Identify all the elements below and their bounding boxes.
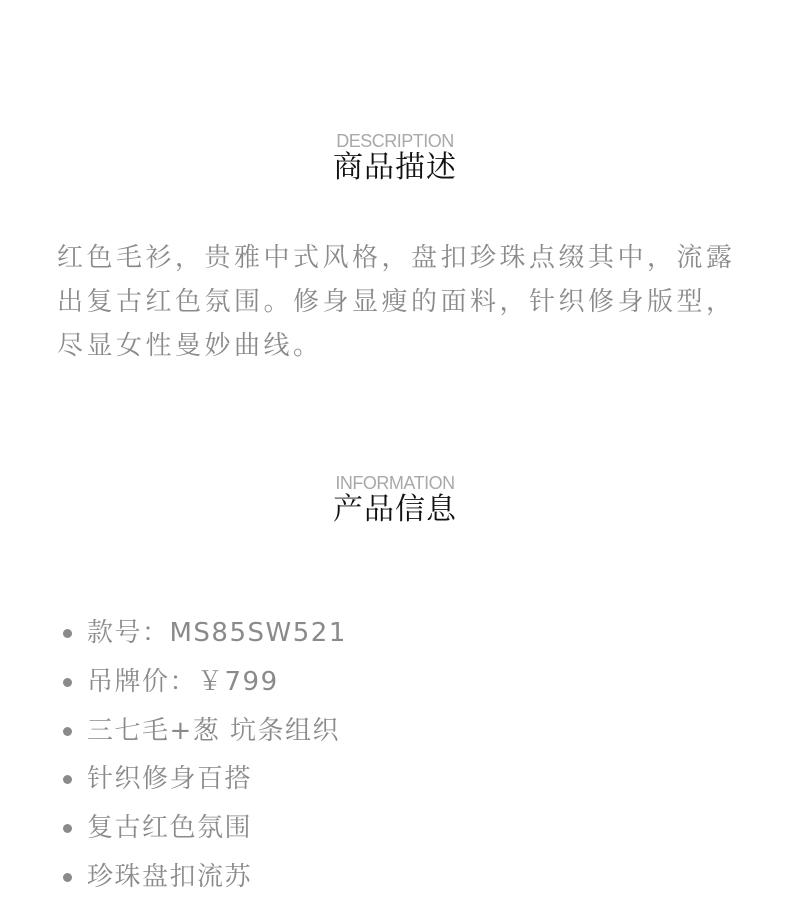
bullet-icon (63, 775, 72, 784)
list-item-text: 针织修身百搭 (87, 764, 253, 795)
list-item-text: 三七毛+葱 坑条组织 (87, 715, 341, 746)
bullet-icon (63, 873, 72, 882)
list-item-text: 珍珠盘扣流苏 (87, 861, 253, 892)
information-list (58, 609, 347, 902)
list-item-detail (58, 853, 347, 902)
description-title: 商品描述 (333, 150, 457, 185)
information-english-title: INFORMATION (335, 473, 455, 493)
information-title: 产品信息 (333, 492, 457, 527)
list-item-material (58, 707, 347, 756)
list-item-text: 复古红色氛围 (87, 813, 253, 844)
list-item-tag-price (58, 658, 347, 707)
list-item-text: 款号：MS85SW521 (87, 618, 347, 648)
description-header (0, 131, 790, 185)
information-header (0, 473, 790, 527)
bullet-icon (63, 824, 72, 833)
description-text: 红色毛衫，贵雅中式风格，盘扣珍珠点缀其中，流露出复古红色氛围。修身显瘦的面料，针织修身版型，尽显女性曼妙曲线。 (57, 243, 736, 361)
bullet-icon (63, 727, 72, 736)
list-item-fit (58, 755, 347, 804)
list-item-style (58, 804, 347, 853)
description-english-title: DESCRIPTION (336, 131, 454, 151)
bullet-icon (63, 629, 72, 638)
list-item-style-number (58, 609, 347, 658)
bullet-icon (63, 678, 72, 687)
list-item-text: 吊牌价：￥799 (87, 666, 279, 697)
